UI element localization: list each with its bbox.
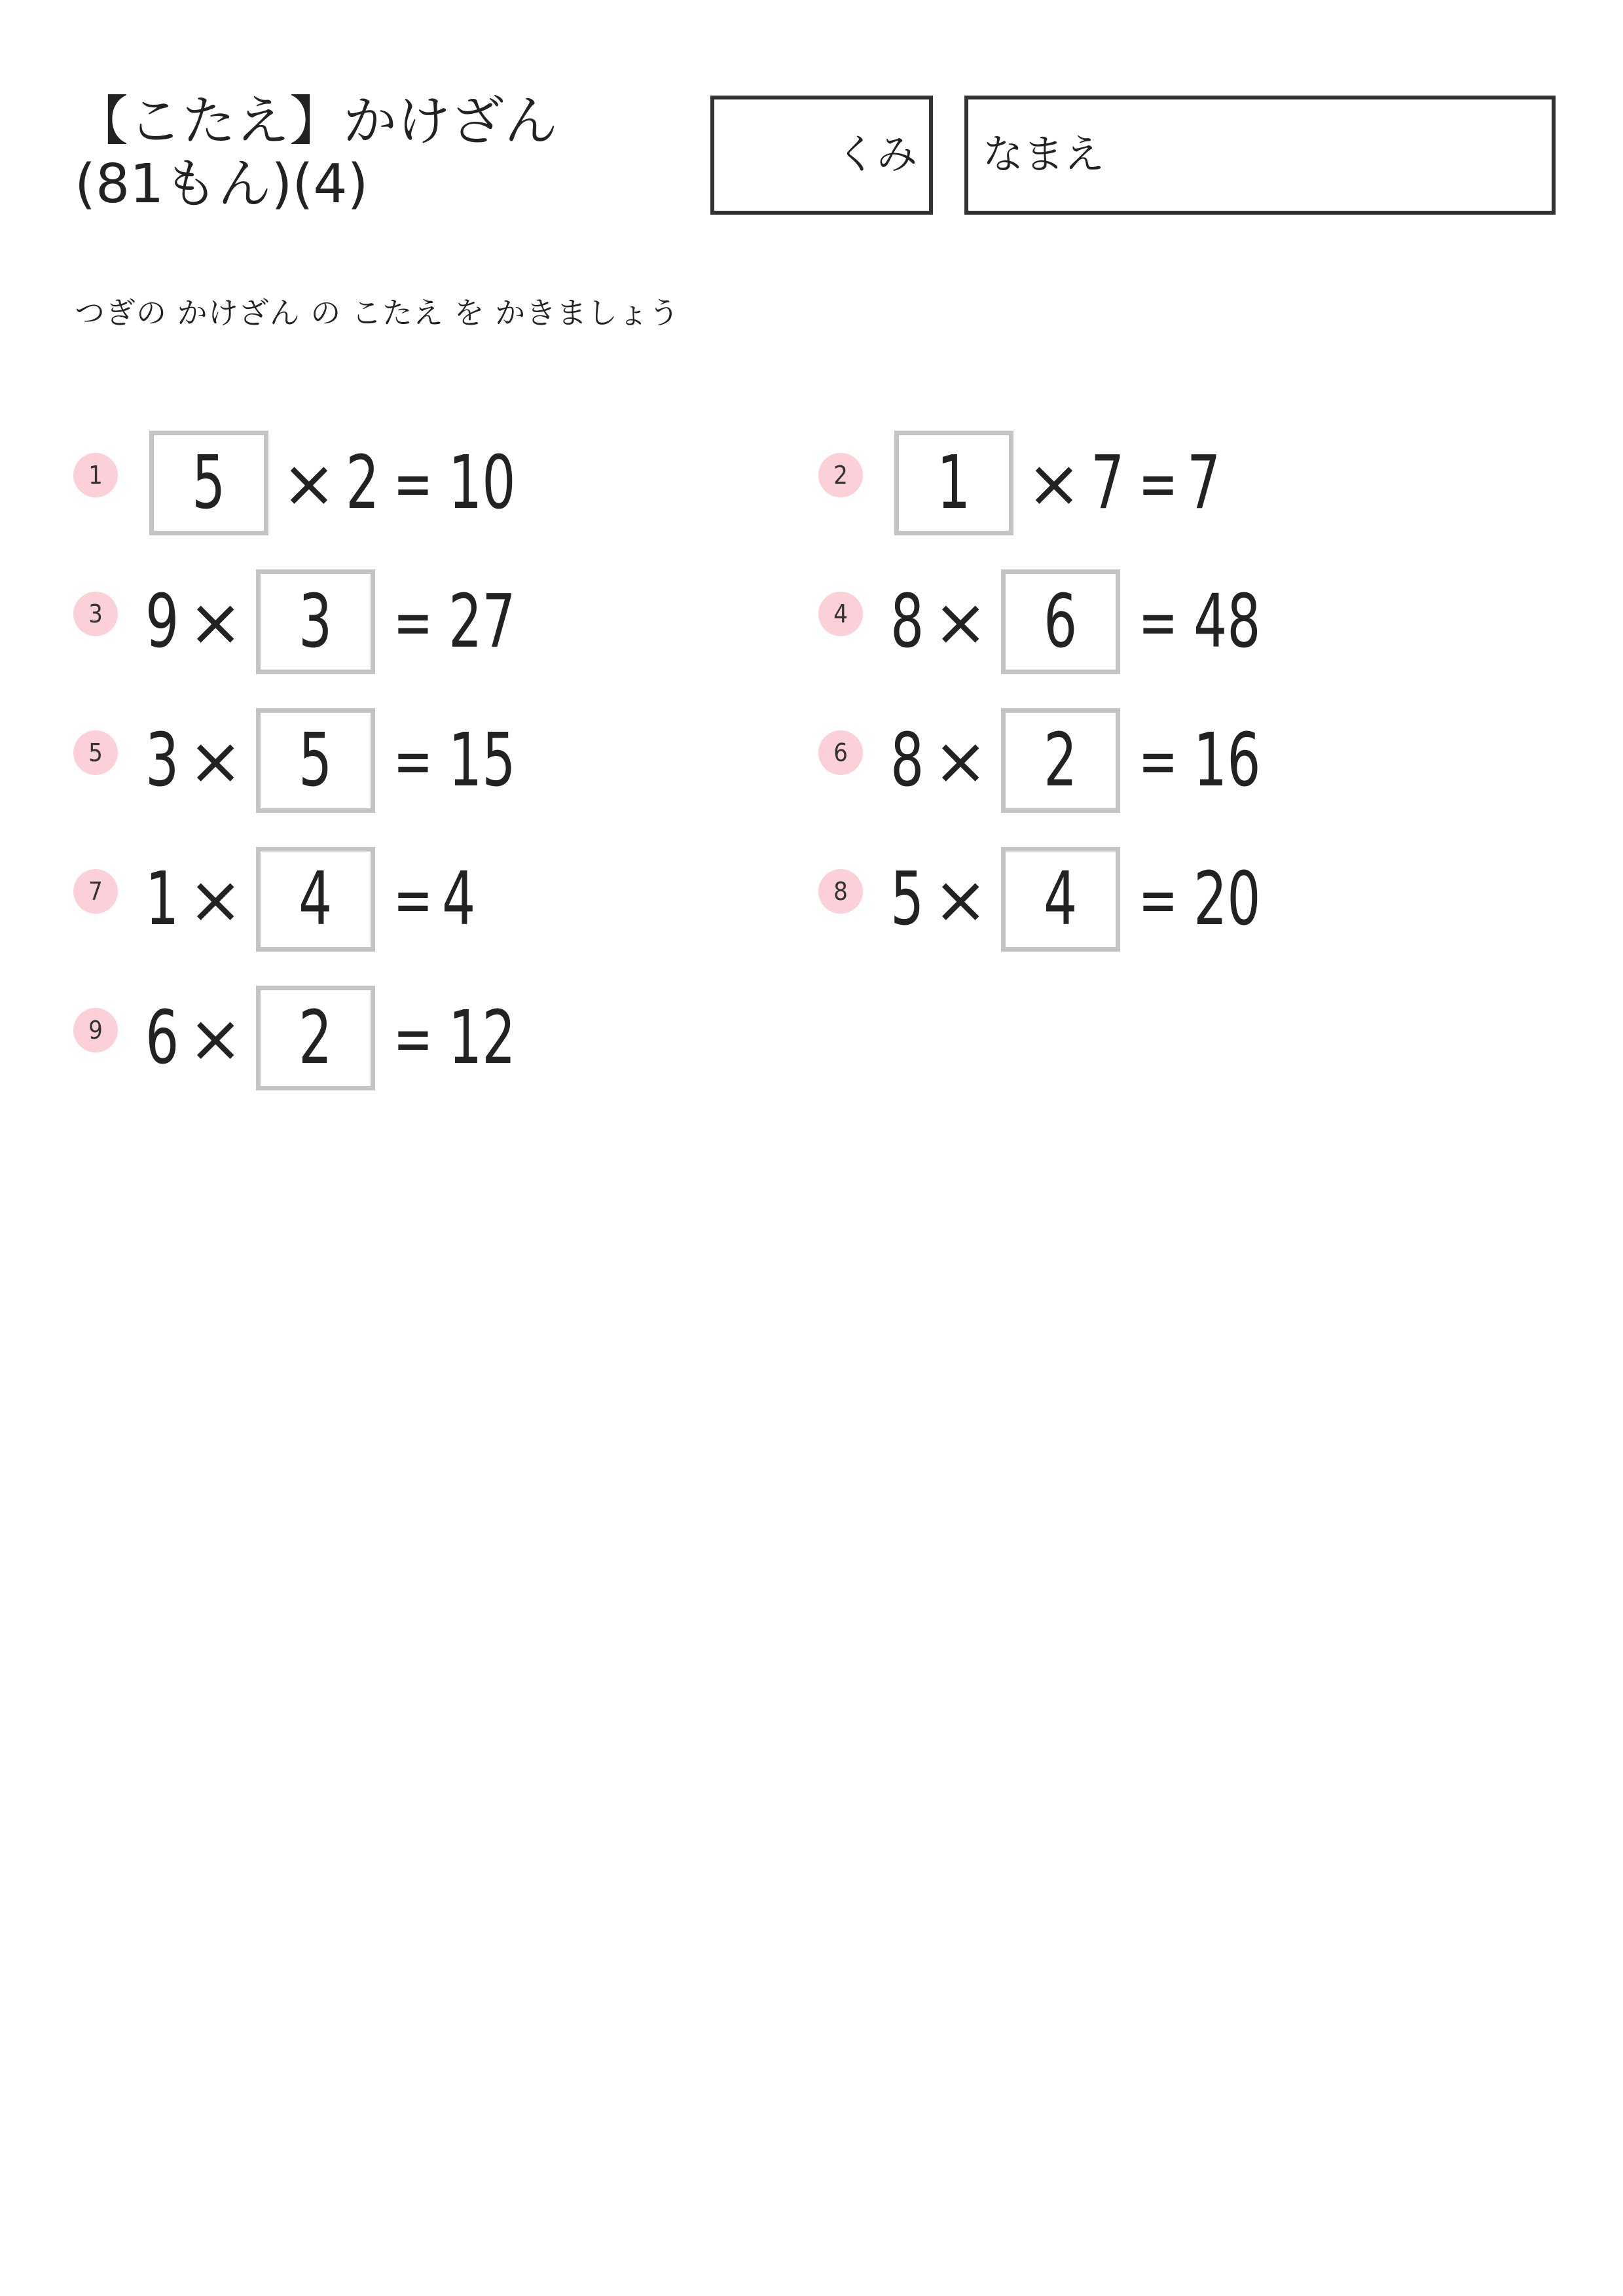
equals-sign: = [393,722,433,799]
equation [145,708,522,813]
instruction-text: つぎの かけざん の こたえ を かきましょう [75,295,680,331]
problem-2 [818,431,1539,535]
equals-sign: = [1138,583,1178,660]
operand-a: 8 [890,718,924,803]
problem-6 [818,708,1539,813]
answer-value: 5 [299,718,333,803]
answer-value: 4 [1044,857,1078,942]
answer-value: 4 [299,857,333,942]
class-field[interactable] [710,96,933,215]
times-sign: × [933,861,989,938]
times-sign: × [933,722,989,799]
answer-box[interactable] [1001,708,1120,813]
problem-number-badge: 8 [818,869,863,914]
equals-sign: = [1138,444,1178,522]
equals-sign: = [1138,722,1178,799]
problem-number-badge: 3 [73,592,118,636]
equals-sign: = [393,999,433,1077]
problem-3 [73,569,793,674]
problem-number-badge: 1 [73,453,118,497]
answer-box[interactable] [256,986,375,1090]
operand-a: 6 [145,996,179,1081]
problem-9 [73,986,793,1090]
equation [145,569,522,674]
equals-sign: = [1138,861,1178,938]
problem-1 [73,431,793,535]
answer-value: 5 [192,440,226,526]
operand-b: 2 [345,440,380,526]
equation [890,431,1220,535]
equals-sign: = [393,583,433,660]
answer-box[interactable] [1001,847,1120,952]
equals-sign: = [393,861,433,938]
result: 12 [448,996,516,1081]
problem-number-badge: 2 [818,453,863,497]
name-field[interactable] [964,96,1556,215]
result: 10 [448,440,516,526]
problem-number-badge: 9 [73,1008,118,1052]
answer-box[interactable] [149,431,268,535]
times-sign: × [933,583,989,660]
operand-a: 5 [890,857,924,942]
equation [145,847,475,952]
equation [890,847,1267,952]
problem-4 [818,569,1539,674]
answer-box[interactable] [256,569,375,674]
problem-number-badge: 7 [73,869,118,914]
operand-a: 8 [890,579,924,664]
equation [890,569,1267,674]
problem-number-badge: 6 [818,730,863,775]
answer-value: 1 [937,440,971,526]
equation [145,431,522,535]
answer-value: 2 [1044,718,1078,803]
times-sign: × [188,583,244,660]
equation [890,708,1267,813]
answer-value: 2 [299,996,333,1081]
answer-box[interactable] [1001,569,1120,674]
equation [145,986,522,1090]
answer-box[interactable] [894,431,1013,535]
times-sign: × [188,722,244,799]
problem-8 [818,847,1539,952]
result: 16 [1193,718,1261,803]
times-sign: × [1027,444,1082,522]
result: 15 [448,718,516,803]
result: 20 [1193,857,1261,942]
result: 7 [1186,440,1221,526]
operand-a: 9 [145,579,179,664]
answer-value: 3 [299,579,333,664]
result: 48 [1193,579,1261,664]
result: 27 [448,579,516,664]
equals-sign: = [393,444,433,522]
answer-box[interactable] [256,708,375,813]
times-sign: × [188,861,244,938]
page-title: 【こたえ】かけざん(81もん)(4) [75,90,558,215]
operand-b: 7 [1090,440,1125,526]
problem-7 [73,847,793,952]
class-label: くみ [835,130,917,178]
name-label: なまえ [983,130,1105,178]
operand-a: 3 [145,718,179,803]
operand-a: 1 [145,857,179,942]
times-sign: × [188,999,244,1077]
problem-number-badge: 4 [818,592,863,636]
problem-number-badge: 5 [73,730,118,775]
answer-value: 6 [1044,579,1078,664]
problem-5 [73,708,793,813]
result: 4 [441,857,476,942]
answer-box[interactable] [256,847,375,952]
times-sign: × [282,444,337,522]
